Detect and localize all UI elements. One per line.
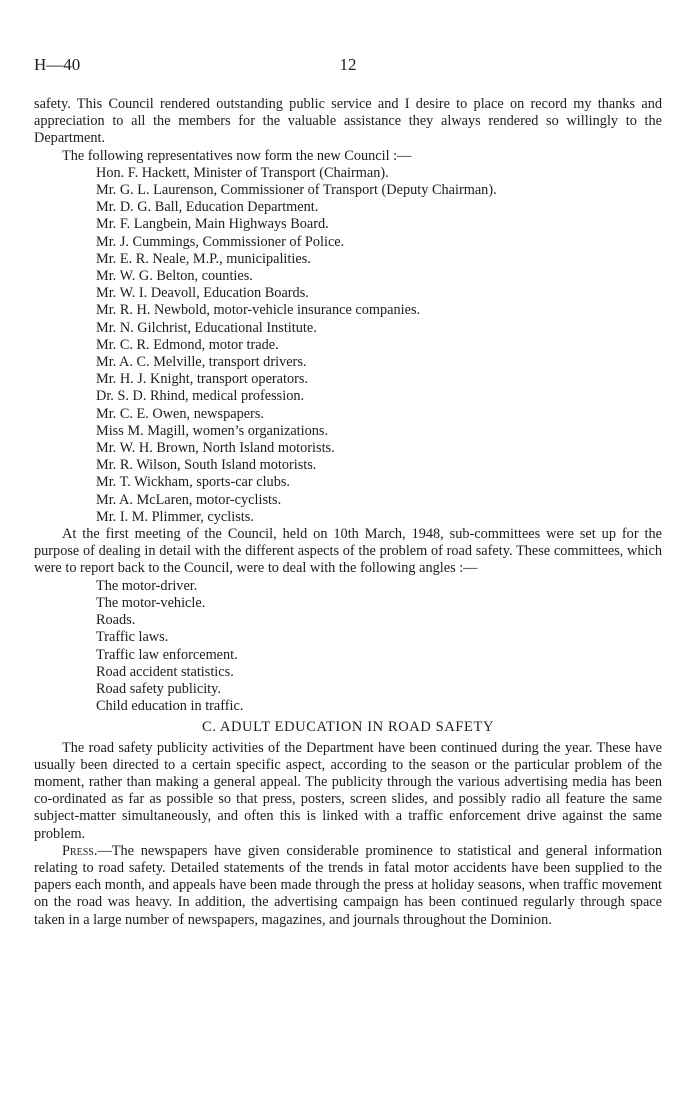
list-item: Roads. xyxy=(96,612,136,629)
list-item: Mr. W. G. Belton, counties. xyxy=(96,268,253,285)
list-item: Road safety publicity. xyxy=(96,680,221,697)
document-body xyxy=(34,96,662,929)
list-item: Child education in traffic. xyxy=(96,698,244,715)
list-item: Mr. G. L. Laurenson, Commissioner of Transport (Deputy Chairman). xyxy=(96,182,497,199)
list-item: The motor-driver. xyxy=(96,577,198,594)
list-item: Mr. A. C. Melville, transport drivers. xyxy=(96,354,307,371)
list-item: Mr. A. McLaren, motor-cyclists. xyxy=(96,491,282,508)
list-item: The motor-vehicle. xyxy=(96,594,206,611)
paragraph-press xyxy=(34,843,662,929)
document-reference: H—40 xyxy=(34,55,81,74)
list-item: Mr. W. H. Brown, North Island motorists. xyxy=(96,440,335,457)
list-item: Road accident statistics. xyxy=(96,663,234,680)
list-item: Mr. C. R. Edmond, motor trade. xyxy=(96,336,279,353)
list-item: Mr. R. Wilson, South Island motorists. xyxy=(96,457,317,474)
list-item: Mr. C. E. Owen, newspapers. xyxy=(96,405,264,422)
paragraph-new-council-intro: The following representatives now form the new Council :— xyxy=(62,147,412,164)
paragraph-first-meeting: At the first meeting of the Council, held on 10th March, 1948, sub-committees were set up for the purpose of dealing in detail with the different aspects of the problem of road safety. These committees, which were to report back to the Council, were to deal with the following angles :— xyxy=(34,526,662,577)
list-item: Miss M. Magill, women’s organizations. xyxy=(96,422,329,439)
list-item: Traffic law enforcement. xyxy=(96,646,238,663)
committee-angles-list xyxy=(34,578,662,716)
list-item: Mr. T. Wickham, sports-car clubs. xyxy=(96,474,290,491)
paragraph-publicity: The road safety publicity activities of the Department have been continued during the year. These have usually been directed to a certain specific aspect, according to the season or the particular problem of the moment, rather than making a general appeal. The publicity through the various advertising media has been co-ordinated as far as possible so that press, posters, screen slides, and possibly radio all feature the same subject-matter simultaneously, and often this is linked with a traffic enforcement drive against the same problem. xyxy=(34,739,662,842)
list-item: Mr. W. I. Deavoll, Education Boards. xyxy=(96,285,309,302)
list-item: Traffic laws. xyxy=(96,629,169,646)
press-text: —The newspapers have given considerable prominence to statistical and general information relating to road safety. Detailed statements of the trends in fatal motor accidents have been supplied to the papers each month, and appeals have been made through the press at holiday seasons, when traffic movement on the road was heavy. In addition, the advertising campaign has been continued regularly through space taken in a large number of newspapers, magazines, and journals throughout the Dominion. xyxy=(34,842,662,928)
list-item: Mr. R. H. Newbold, motor-vehicle insurance companies. xyxy=(96,302,421,319)
list-item: Mr. J. Cummings, Commissioner of Police. xyxy=(96,233,345,250)
list-item: Dr. S. D. Rhind, medical profession. xyxy=(96,388,305,405)
list-item: Mr. N. Gilchrist, Educational Institute. xyxy=(96,319,317,336)
list-item: Hon. F. Hackett, Minister of Transport (Chairman). xyxy=(96,164,389,181)
page-header xyxy=(34,55,662,79)
list-item: Mr. F. Langbein, Main Highways Board. xyxy=(96,216,329,233)
council-members-list xyxy=(34,165,662,526)
press-lead-in: Press. xyxy=(62,842,98,859)
page-number: 12 xyxy=(339,55,357,74)
list-item: Mr. I. M. Plimmer, cyclists. xyxy=(96,508,254,525)
paragraph-council-thanks: safety. This Council rendered outstanding public service and I desire to place on record my thanks and appreciation to all the members for the valuable assistance they always rendered so willingly to the Department. xyxy=(34,96,662,147)
list-item: Mr. E. R. Neale, M.P., municipalities. xyxy=(96,250,311,267)
list-item: Mr. D. G. Ball, Education Department. xyxy=(96,199,319,216)
list-item: Mr. H. J. Knight, transport operators. xyxy=(96,371,309,388)
section-heading: C. ADULT EDUCATION IN ROAD SAFETY xyxy=(201,719,495,736)
